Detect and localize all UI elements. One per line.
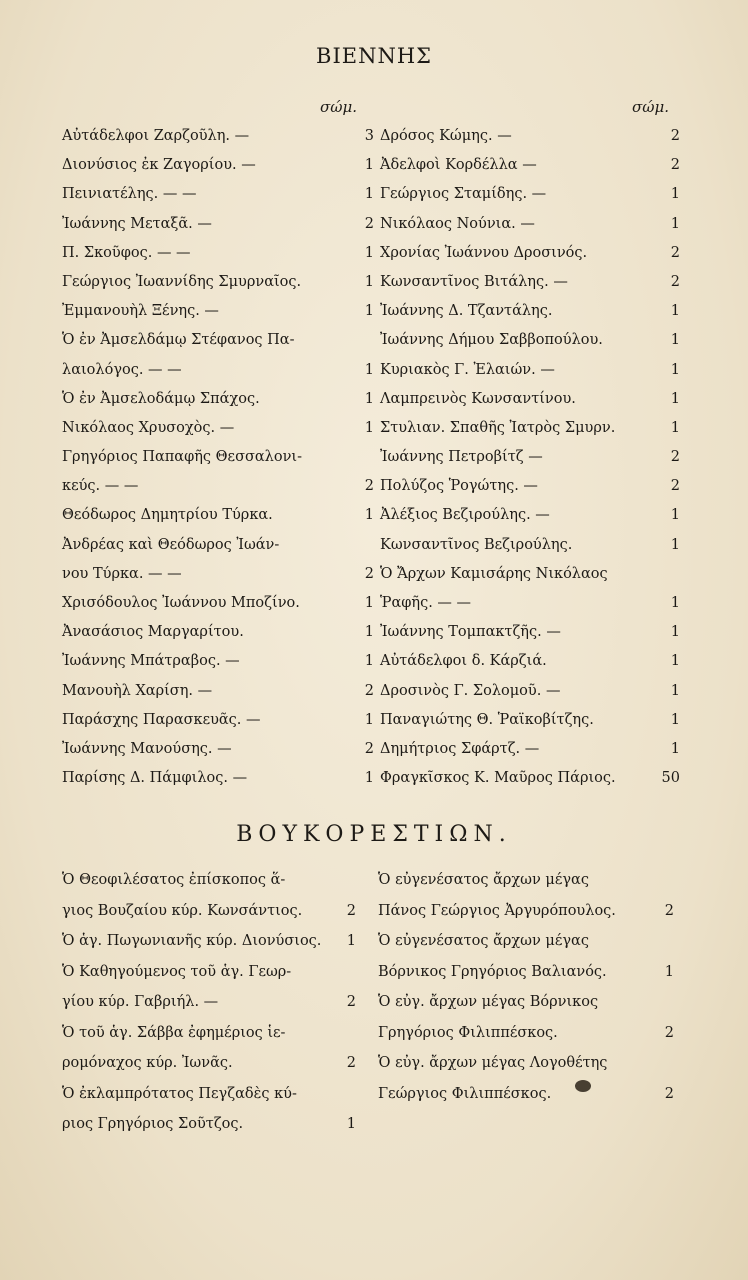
section-title: ΒΟΥΚΟΡΕΣΤΙΩΝ. (236, 822, 512, 847)
list-item (62, 420, 372, 449)
subscriber-name: Ἐμμανουὴλ Ξένης. — (62, 303, 219, 320)
subscriber-name: Χρισόδουλος Ἰωάννου Μποζίνο. (62, 595, 300, 611)
list-item (380, 595, 680, 624)
copies-count: 1 (670, 215, 680, 232)
copies-count: 1 (670, 361, 680, 378)
subscriber-name: Ὁ εὐγ. ἄρχων μέγας Βόρνικος (378, 994, 599, 1010)
subscriber-name: Ἀνδρέας καὶ Θεόδωρος Ἰωάν- (62, 536, 280, 553)
list-item (378, 1055, 678, 1086)
subscriber-name: Ἰωάννης Πετροβίτζ — (380, 449, 543, 466)
copies-count: 1 (364, 419, 374, 436)
list-item (380, 741, 680, 770)
list-item (380, 653, 680, 682)
page-title: ΒΙΕΝΝΗΣ (316, 44, 432, 68)
list-item (380, 245, 680, 274)
subscriber-name: Ὁ εὐγενέσατος ἄρχων μέγας (378, 872, 589, 888)
copies-count: 1 (664, 963, 674, 980)
list-item (62, 903, 362, 934)
list-item (380, 128, 680, 157)
copies-count: 2 (664, 1024, 674, 1041)
subscriber-name: κεύς. — — (62, 478, 139, 495)
copies-count: 1 (364, 507, 374, 524)
list-item (62, 741, 372, 770)
subscriber-name: ρομόναχος κύρ. Ἰωνᾶς. (62, 1055, 233, 1071)
subscriber-name: Πεινιατέλης. — — (62, 186, 197, 203)
list-item (378, 903, 678, 934)
list-item (62, 595, 372, 624)
copies-count: 1 (364, 186, 374, 203)
list-item (62, 1055, 362, 1086)
copies-count: 1 (364, 361, 374, 378)
copies-count: 2 (670, 128, 680, 144)
list-item (380, 449, 680, 478)
copies-count: 1 (670, 595, 680, 611)
bucharest-left-column (62, 872, 362, 1147)
subscriber-name: Ἰωάννης Μπάτραβος. — (62, 653, 240, 670)
copies-count: 3 (364, 128, 374, 144)
copies-count: 50 (661, 770, 680, 787)
subscriber-name: Δρόσος Κώμης. — (380, 128, 512, 144)
ink-stain (575, 1080, 591, 1092)
subscriber-name: Παναγιώτης Θ. Ῥαϊκοβίτζης. (380, 711, 594, 728)
copies-count: 2 (664, 1085, 674, 1102)
copies-count: 1 (364, 624, 374, 641)
list-item (62, 872, 362, 903)
list-item (62, 933, 362, 964)
copies-count: 2 (670, 244, 680, 261)
subscriber-name: λαιολόγος. — — (62, 361, 182, 378)
list-item (62, 1116, 362, 1147)
copies-count: 1 (670, 419, 680, 436)
list-item (62, 274, 372, 303)
subscriber-name: Ῥαφῆς. — — (380, 595, 472, 611)
subscriber-name: Γεώργιος Σταμίδης. — (380, 186, 547, 203)
copies-count: 2 (670, 273, 680, 290)
subscriber-name: Γεώργιος Ἰωαννίδης Σμυρναῖος. (62, 273, 302, 290)
list-item (62, 770, 372, 799)
list-item (380, 332, 680, 361)
list-item (380, 157, 680, 186)
list-item (62, 964, 362, 995)
subscriber-name: Ἰωάννης Δήμου Σαββοπούλου. (380, 332, 603, 349)
subscriber-name: Χρονίας Ἰωάννου Δροσινός. (380, 244, 588, 261)
copies-count: 1 (670, 536, 680, 553)
copies-count: 1 (670, 303, 680, 320)
subscriber-name: Ἰωάννης Τομπακτζῆς. — (380, 624, 561, 641)
list-item (378, 1086, 678, 1117)
list-item (380, 420, 680, 449)
subscriber-name: Ἰωάννης Μανούσης. — (62, 740, 232, 757)
subscriber-name: Ὁ Ἄρχων Καμισάρης Νικόλαος (380, 565, 608, 582)
copies-count: 1 (670, 682, 680, 699)
list-item (62, 566, 372, 595)
copies-count: 1 (670, 740, 680, 757)
list-item (380, 303, 680, 332)
subscriber-name: Κωνσαντῖνος Βεζιρούλης. (380, 536, 573, 553)
list-item (62, 216, 372, 245)
copies-count: 2 (670, 157, 680, 174)
subscriber-name: Στυλιαν. Σπαθῆς Ἰατρὸς Σμυρν. (380, 419, 616, 436)
list-item (62, 507, 372, 536)
subscriber-name: Διονύσιος ἐκ Ζαγορίου. — (62, 157, 256, 174)
copies-count: 1 (364, 711, 374, 728)
copies-count: 2 (364, 478, 374, 495)
list-item (62, 303, 372, 332)
list-item (62, 449, 372, 478)
copies-count: 1 (364, 273, 374, 290)
list-item (378, 933, 678, 964)
subscriber-name: Λαμπρεινὸς Κωνσαντίνου. (380, 390, 576, 407)
list-item (62, 245, 372, 274)
copies-count: 1 (346, 1116, 356, 1132)
list-item (62, 994, 362, 1025)
list-item (380, 624, 680, 653)
list-item (62, 683, 372, 712)
subscriber-name: Ὁ εὐγενέσατος ἄρχων μέγας (378, 933, 589, 949)
subscriber-name: Νικόλαος Νούνια. — (380, 215, 535, 232)
subscriber-name: Π. Σκοῦφος. — — (62, 244, 191, 261)
subscriber-name: Γρηγόριος Φιλιππέσκος. (378, 1024, 558, 1041)
list-item (62, 362, 372, 391)
list-item (62, 128, 372, 157)
copies-count: 1 (670, 186, 680, 203)
subscriber-name: γίου κύρ. Γαβριήλ. — (62, 994, 219, 1010)
subscriber-name: Γεώργιος Φιλιππέσκος. (378, 1085, 552, 1102)
subscriber-name: Ἀδελφοὶ Κορδέλλα — (380, 157, 537, 174)
subscriber-name: Πάνος Γεώργιος Ἀργυρόπουλος. (378, 902, 616, 919)
subscriber-name: Γρηγόριος Παπαφῆς Θεσσαλονι- (62, 449, 302, 466)
copies-count: 2 (670, 449, 680, 466)
copies-count: 1 (364, 303, 374, 320)
copies-count: 2 (670, 478, 680, 495)
copies-count: 2 (364, 682, 374, 699)
list-item (380, 566, 680, 595)
subscriber-name: Παρίσης Δ. Πάμφιλος. — (62, 770, 248, 787)
subscriber-name: Πολύζος Ῥογώτης. — (380, 478, 538, 495)
copies-count: 2 (364, 740, 374, 757)
copies-count: 1 (670, 624, 680, 641)
subscriber-name: Κυριακὸς Γ. Ἐλαιών. — (380, 361, 555, 378)
list-item (62, 537, 372, 566)
subscriber-name: Νικόλαος Χρυσοχὸς. — (62, 419, 235, 436)
list-item (62, 712, 372, 741)
subscriber-name: Ὁ ἐκλαμπρότατος Πεγζαδὲς κύ- (62, 1085, 297, 1102)
list-item (378, 872, 678, 903)
list-item (62, 332, 372, 361)
list-item (62, 1025, 362, 1056)
copies-count: 2 (346, 1055, 356, 1071)
subscriber-name: Ὁ ἁγ. Πωγωνιανῆς κύρ. Διονύσιος. (62, 933, 322, 949)
subscriber-name: Ἰωάννης Μεταξᾶ. — (62, 215, 212, 232)
copies-count: 2 (364, 215, 374, 232)
list-item (380, 683, 680, 712)
subscriber-name: νου Τύρκα. — — (62, 565, 182, 582)
list-item (380, 274, 680, 303)
column-label-right: σώμ. (632, 98, 669, 116)
subscriber-name: Αὐτάδελφοι Ζαρζοῦλη. — (62, 128, 250, 144)
copies-count: 1 (364, 157, 374, 174)
list-item (62, 186, 372, 215)
list-item (62, 1086, 362, 1117)
subscriber-name: Ἰωάννης Δ. Τζαντάλης. (380, 303, 553, 320)
subscriber-name: Μανουὴλ Χαρίση. — (62, 682, 213, 699)
subscriber-name: Ὁ ἐν Ἀμσελδάμῳ Στέφανος Πα- (62, 332, 295, 349)
subscriber-name: Ὁ ἐν Ἀμσελοδάμῳ Σπάχος. (62, 390, 260, 407)
subscriber-name: Θεόδωρος Δημητρίου Τύρκα. (62, 507, 273, 524)
subscriber-name: Βόρνικος Γρηγόριος Βαλιανός. (378, 963, 607, 980)
subscriber-name: Παράσχης Παρασκευᾶς. — (62, 711, 261, 728)
subscriber-name: ριος Γρηγόριος Σοῦτζος. (62, 1116, 244, 1132)
subscriber-name: Ἀλέξιος Βεζιρούλης. — (380, 507, 550, 524)
subscriber-name: Δημήτριος Σφάρτζ. — (380, 740, 540, 757)
list-item (62, 478, 372, 507)
column-label-left: σώμ. (320, 98, 357, 116)
list-item (380, 391, 680, 420)
subscriber-name: Φραγκῖσκος Κ. Μαῦρος Πάριος. (380, 770, 616, 787)
subscriber-name: Ὁ εὐγ. ἄρχων μέγας Λογοθέτης (378, 1055, 608, 1071)
copies-count: 2 (364, 565, 374, 582)
copies-count: 1 (670, 711, 680, 728)
bucharest-right-column (378, 872, 678, 1116)
subscriber-name: Ὁ Καθηγούμενος τοῦ ἁγ. Γεωρ- (62, 963, 292, 980)
subscriber-name: Ἀνασάσιος Μαργαρίτου. (62, 624, 244, 641)
list-item (62, 653, 372, 682)
copies-count: 1 (364, 770, 374, 787)
subscriber-name: Ὁ τοῦ ἁγ. Σάββα ἐφημέριος ἱε- (62, 1024, 286, 1041)
list-item (380, 507, 680, 536)
list-item (378, 1025, 678, 1056)
copies-count: 1 (670, 653, 680, 670)
copies-count: 1 (670, 507, 680, 524)
list-item (380, 362, 680, 391)
copies-count: 1 (364, 653, 374, 670)
subscriber-name: Ὁ Θεοφιλέσατος ἐπίσκοπος ἅ- (62, 872, 286, 888)
list-item (62, 624, 372, 653)
copies-count: 1 (364, 244, 374, 261)
list-item (378, 964, 678, 995)
copies-count: 1 (670, 390, 680, 407)
copies-count: 1 (364, 390, 374, 407)
copies-count: 2 (346, 994, 356, 1010)
list-item (380, 478, 680, 507)
copies-count: 2 (664, 902, 674, 919)
list-item (378, 994, 678, 1025)
subscriber-name: Δροσινὸς Γ. Σολομοῦ. — (380, 682, 561, 699)
copies-count: 1 (670, 332, 680, 349)
list-item (380, 770, 680, 799)
subscriber-name: γιος Βουζαίου κύρ. Κωνσάντιος. (62, 902, 303, 919)
list-item (380, 537, 680, 566)
subscriber-name: Αὐτάδελφοι δ. Κάρζιά. (380, 653, 547, 670)
list-item (380, 712, 680, 741)
copies-count: 1 (346, 933, 356, 949)
subscriber-name: Κωνσαντῖνος Βιτάλης. — (380, 273, 568, 290)
vienna-right-column (380, 128, 680, 799)
copies-count: 1 (364, 595, 374, 611)
list-item (62, 157, 372, 186)
list-item (380, 216, 680, 245)
list-item (62, 391, 372, 420)
vienna-left-column (62, 128, 372, 799)
copies-count: 2 (346, 902, 356, 919)
list-item (380, 186, 680, 215)
